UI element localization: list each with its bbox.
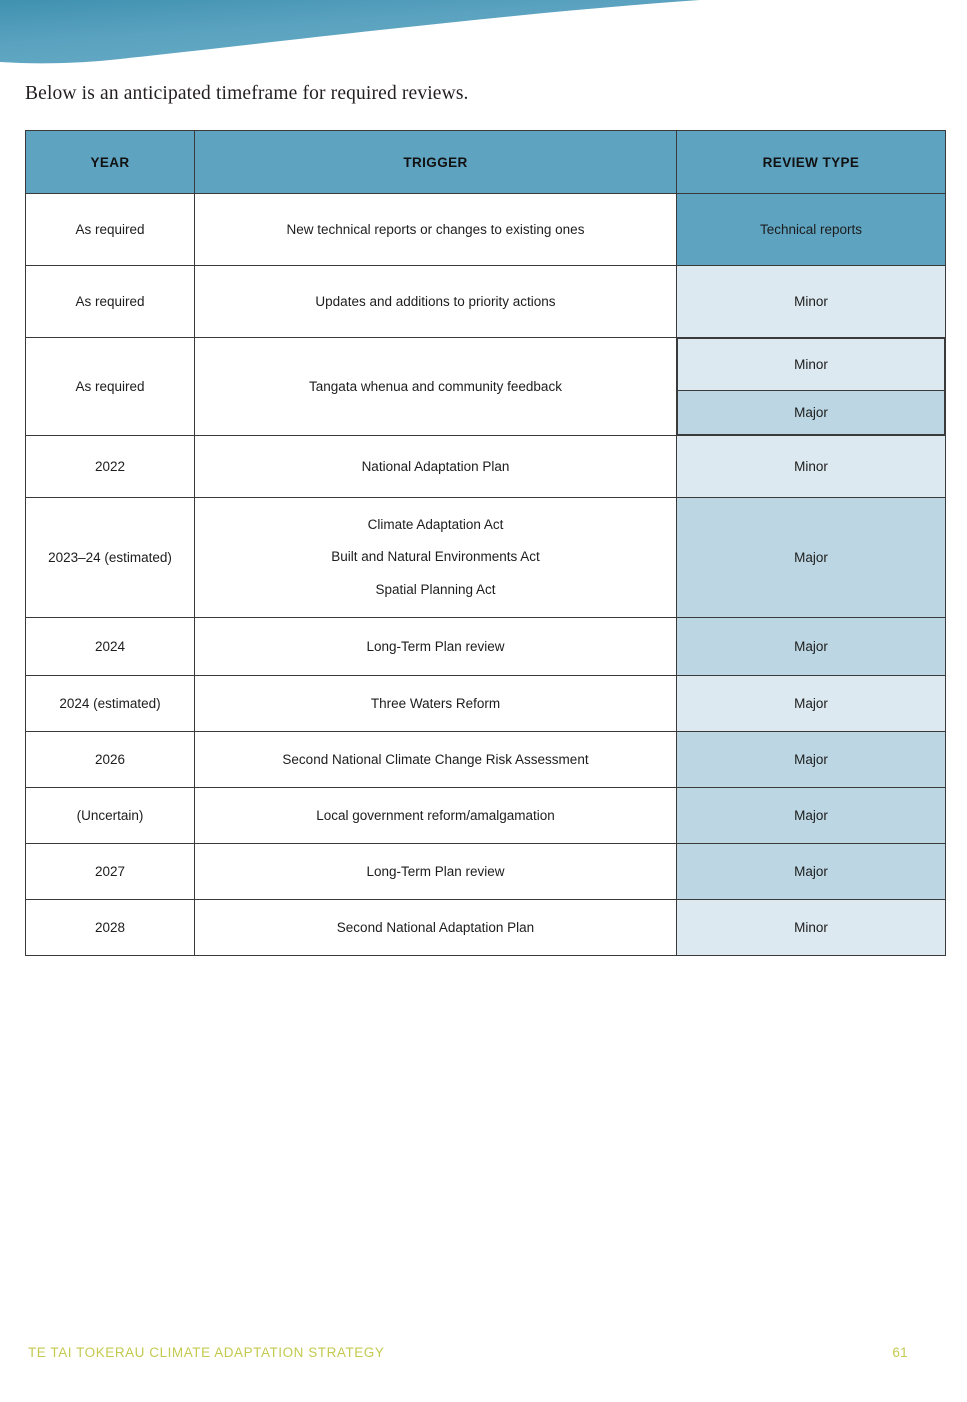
- trigger-line: Climate Adaptation Act: [367, 516, 504, 532]
- cell-year: 2024: [26, 618, 195, 676]
- cell-review-type: Minor: [677, 900, 946, 956]
- table-header: [26, 131, 946, 194]
- split-row-major: [678, 391, 945, 435]
- page-footer: [28, 1345, 908, 1360]
- review-timeframe-table: [25, 130, 946, 956]
- trigger-line: Built and Natural Environments Act: [331, 549, 540, 565]
- cell-review-type: Minor: [677, 436, 946, 498]
- trigger-line: Spatial Planning Act: [375, 581, 496, 597]
- cell-year: 2027: [26, 844, 195, 900]
- cell-trigger: Long-Term Plan review: [195, 618, 677, 676]
- table-row: [26, 732, 946, 788]
- cell-year: 2024 (estimated): [26, 676, 195, 732]
- cell-year: 2022: [26, 436, 195, 498]
- table-row: [26, 676, 946, 732]
- footer-page-number: 61: [892, 1345, 908, 1360]
- column-header-review-type: REVIEW TYPE: [677, 131, 946, 194]
- column-header-trigger: TRIGGER: [195, 131, 677, 194]
- cell-year: As required: [26, 194, 195, 266]
- table-row: [26, 498, 946, 618]
- cell-review-type: Major: [677, 618, 946, 676]
- cell-trigger: Second National Adaptation Plan: [195, 900, 677, 956]
- cell-year: (Uncertain): [26, 788, 195, 844]
- intro-paragraph: Below is an anticipated timeframe for required reviews.: [25, 83, 469, 104]
- cell-review-type: Technical reports: [677, 194, 946, 266]
- cell-review-type: Major: [677, 732, 946, 788]
- split-row-minor: [678, 339, 945, 391]
- cell-review-type-minor: Minor: [678, 339, 945, 391]
- column-header-year: YEAR: [26, 131, 195, 194]
- table-row: [26, 266, 946, 338]
- cell-review-type: Major: [677, 498, 946, 618]
- table-row: [26, 618, 946, 676]
- table-row: [26, 900, 946, 956]
- cell-trigger-multiline: [195, 498, 677, 618]
- cell-review-type-split: [677, 338, 946, 436]
- cell-trigger: Three Waters Reform: [195, 676, 677, 732]
- cell-year: As required: [26, 266, 195, 338]
- review-type-split-table: [677, 338, 945, 435]
- table-body: [26, 194, 946, 956]
- cell-trigger: Updates and additions to priority actions: [195, 266, 677, 338]
- cell-trigger: Tangata whenua and community feedback: [195, 338, 677, 436]
- wave-shape: [0, 0, 700, 63]
- cell-review-type: Minor: [677, 266, 946, 338]
- cell-year: 2023–24 (estimated): [26, 498, 195, 618]
- cell-trigger: New technical reports or changes to existing ones: [195, 194, 677, 266]
- cell-review-type: Major: [677, 844, 946, 900]
- header-wave-decoration: [0, 0, 967, 70]
- cell-review-type-major: Major: [678, 391, 945, 435]
- table-row: [26, 436, 946, 498]
- cell-review-type: Major: [677, 788, 946, 844]
- cell-trigger: Second National Climate Change Risk Assessment: [195, 732, 677, 788]
- cell-year: 2028: [26, 900, 195, 956]
- table-row: [26, 338, 946, 436]
- table-row: [26, 194, 946, 266]
- cell-trigger: National Adaptation Plan: [195, 436, 677, 498]
- table-row: [26, 844, 946, 900]
- cell-trigger: Long-Term Plan review: [195, 844, 677, 900]
- table-row: [26, 788, 946, 844]
- cell-year: 2026: [26, 732, 195, 788]
- cell-trigger: Local government reform/amalgamation: [195, 788, 677, 844]
- footer-document-title: TE TAI TOKERAU CLIMATE ADAPTATION STRATEGY: [28, 1345, 385, 1360]
- cell-year: As required: [26, 338, 195, 436]
- table-header-row: [26, 131, 946, 194]
- cell-review-type: Major: [677, 676, 946, 732]
